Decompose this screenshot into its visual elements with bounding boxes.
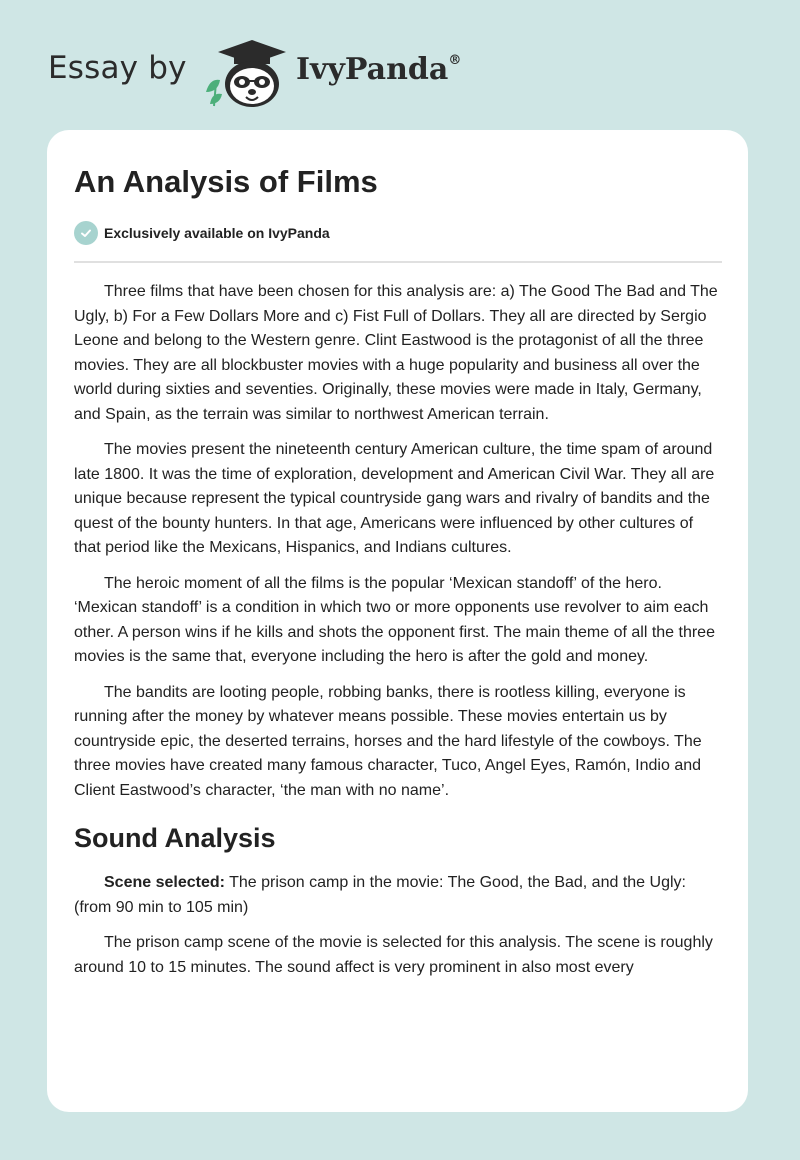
paragraph: The bandits are looting people, robbing banks, there is rootless killing, everyone is running after the money by whatever means possible. These movies entertain us by countryside epic, the deserted terrains, horses and the hard lifestyle of the cowboys. The three movies have created many famous character, Tuco, Angel Eyes, Ramón, Indio and Client Eastwood’s character, ‘the man with no name’. bbox=[74, 683, 702, 799]
essay-by-label: Essay by bbox=[48, 50, 187, 86]
essay-card bbox=[47, 130, 748, 1112]
paragraph: The movies present the nineteenth century American culture, the time spam of around late 1800. It was the time of exploration, development and American Civil War. They all are unique because represent the typical countryside gang wars and rivalry of bandits and the quest of the bounty hunters. In that age, Americans were influenced by other cultures of that period like the Mexicans, Hispanics, and Indians cultures. bbox=[74, 441, 715, 556]
paragraph: The prison camp scene of the movie is selected for this analysis. The scene is roughly around 10 to 15 minutes. The sound affect is very prominent in also most every bbox=[74, 934, 713, 976]
brand-text: IvyPanda bbox=[296, 52, 449, 87]
badge-label: Exclusively available on IvyPanda bbox=[104, 225, 330, 241]
page-title: An Analysis of Films bbox=[74, 164, 378, 199]
brand-name[interactable] bbox=[296, 52, 461, 87]
site-header bbox=[0, 0, 800, 130]
scene-paragraph bbox=[74, 871, 722, 920]
scene-text: The prison camp in the movie: The Good, the Bad, and the Ugly: (from 90 min to 105 min) bbox=[74, 874, 686, 916]
check-circle-icon bbox=[74, 221, 98, 245]
scene-label: Scene selected: bbox=[104, 874, 225, 891]
essay-body bbox=[74, 280, 722, 991]
paragraph: Three films that have been chosen for this analysis are: a) The Good The Bad and The Ugly, b) For a Few Dollars More and c) Fist Full of Dollars. They all are directed by Sergio Leone and belong to the Western genre. Clint Eastwood is the protagonist of all the three movies. They are all blockbuster movies with a huge popularity and business all over the world during sixties and seventies. Originally, these movies were made in Italy, Germany, and Spain, as the terrain was similar to northwest American terrain. bbox=[74, 283, 718, 423]
exclusive-badge bbox=[74, 221, 330, 245]
panda-logo-icon[interactable] bbox=[200, 34, 292, 110]
registered-mark: ® bbox=[448, 53, 462, 68]
section-heading: Sound Analysis bbox=[74, 823, 276, 853]
divider bbox=[74, 261, 722, 263]
paragraph: The heroic moment of all the films is the popular ‘Mexican standoff’ of the hero. ‘Mexican standoff’ is a condition in which two or more opponents use revolver to aim each other. A person wins if he kills and shots the opponent first. The main theme of all the three movies is the same that, everyone including the hero is after the gold and money. bbox=[74, 574, 715, 665]
